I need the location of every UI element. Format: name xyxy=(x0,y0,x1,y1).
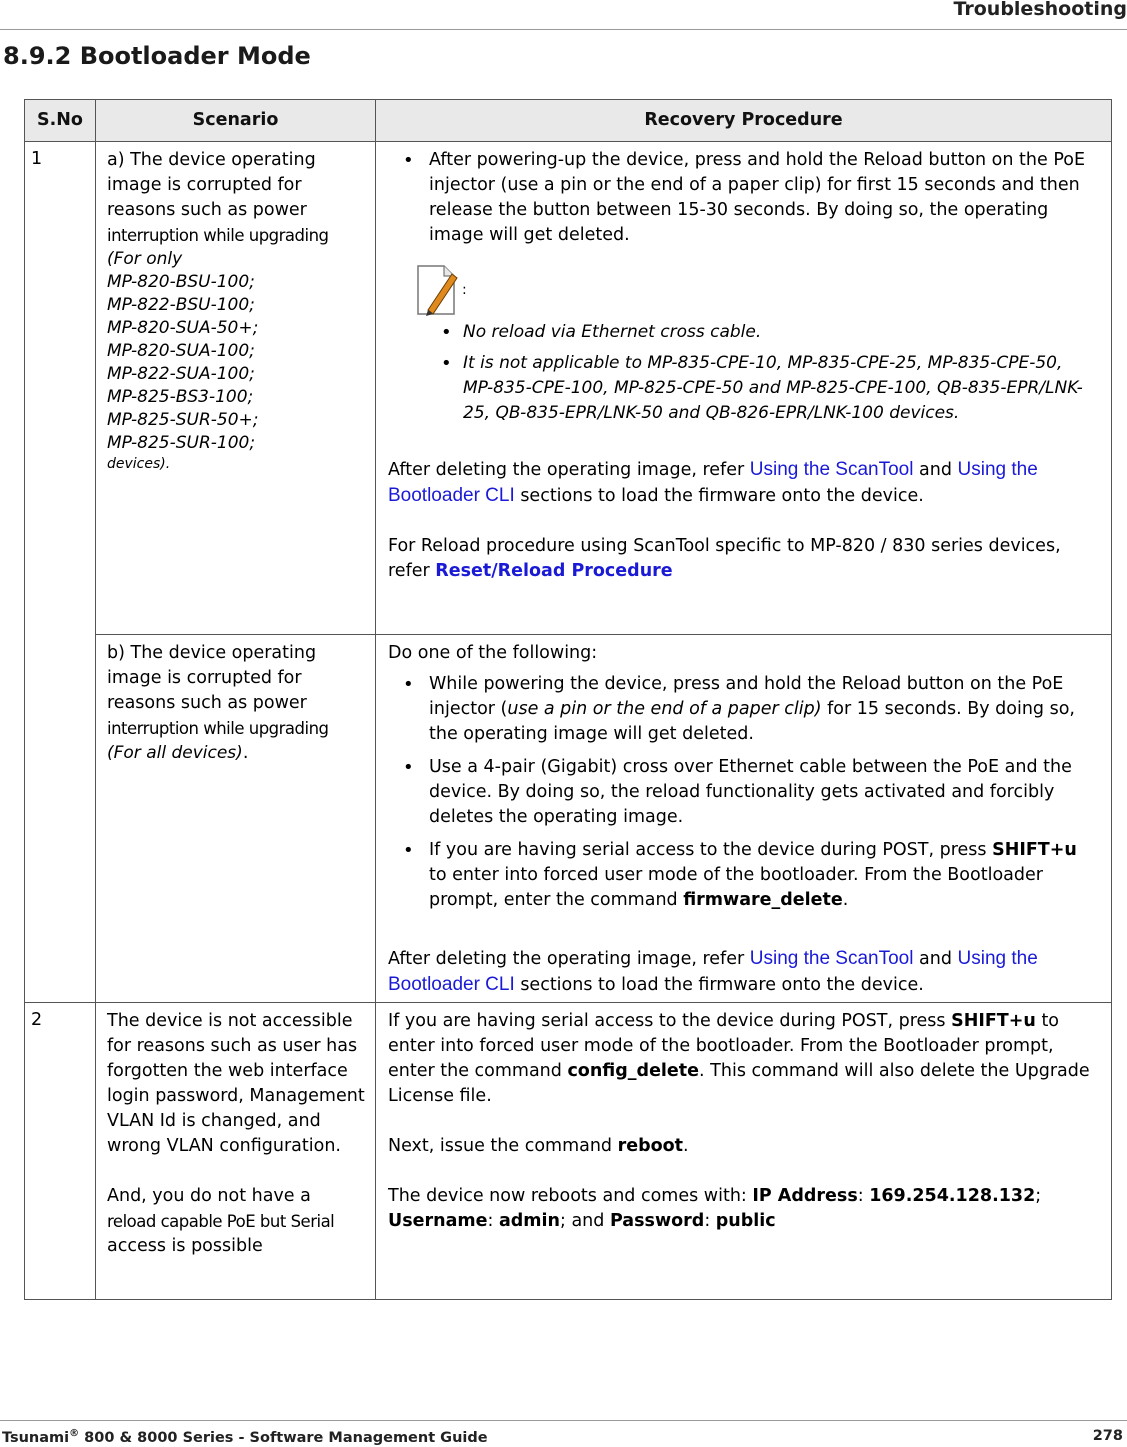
table-row xyxy=(25,1003,1112,1300)
running-footer xyxy=(0,1420,1127,1446)
note-block xyxy=(388,262,1097,320)
ip-address-value: 169.254.128.132 xyxy=(869,1186,1036,1206)
link-reset-reload-procedure[interactable]: Reset/Reload Procedure xyxy=(435,561,673,581)
link-using-scantool[interactable]: Using the ScanTool xyxy=(749,948,914,969)
row1a-model-list xyxy=(107,248,369,473)
after-suffix: sections to load the firmware onto the device. xyxy=(514,975,924,995)
footer-brand: Tsunami xyxy=(2,1429,70,1446)
row1b-scenario-tail: interruption while upgrading xyxy=(107,719,329,738)
and-text: and xyxy=(913,460,958,480)
row1a-bullets xyxy=(388,148,1097,248)
list-item xyxy=(388,838,1097,913)
header-scenario: Scenario xyxy=(96,100,376,142)
note-item: • It is not applicable to MP-835-CPE-10, MP-835-CPE-25, MP-835-CPE-50, MP-835-CPE-100, MP-825-CPE-50 and MP-825-CPE-100, QB-835-EPR/LNK-25, QB-835-EPR/LNK-50 and QB-826-EPR/LNK-100 devices. xyxy=(388,351,1097,426)
note-colon: : xyxy=(462,282,467,298)
row1a-scenario-text: a) The device operating image is corrupted for reasons such as power xyxy=(107,150,316,220)
row2-recovery-cell xyxy=(376,1003,1112,1300)
row2-scenario-post: access is possible xyxy=(107,1236,263,1256)
model-item: MP-822-BSU-100; xyxy=(107,295,255,315)
p3-text: The device now reboots and comes with: xyxy=(388,1186,753,1206)
link-using-scantool[interactable]: Using the ScanTool xyxy=(749,459,914,480)
row1b-after-paragraph xyxy=(388,946,1097,998)
model-item: MP-825-SUR-50+; xyxy=(107,410,259,430)
page-number: 278 xyxy=(1092,1428,1123,1444)
row1b-recovery-cell xyxy=(376,635,1112,1003)
bullet3-mid: to enter into forced user mode of the bootloader. From the Bootloader prompt, enter the command xyxy=(429,865,1043,910)
models-close: devices). xyxy=(107,456,171,472)
note-pencil-icon xyxy=(414,262,458,318)
row1a-scenario-cell xyxy=(96,142,376,635)
command-firmware-delete: firmware_delete xyxy=(683,890,843,910)
row1a-reload-paragraph xyxy=(388,534,1097,584)
row1a-notes xyxy=(388,320,1097,426)
command-reboot: reboot xyxy=(617,1136,684,1156)
footer-guide-title xyxy=(2,1428,488,1446)
row1b-scenario-text: b) The device operating image is corrupted for reasons such as power xyxy=(107,643,317,713)
table-row xyxy=(25,142,1112,635)
model-item: MP-820-SUA-50+; xyxy=(107,318,259,338)
key-shift-u: SHIFT+u xyxy=(951,1011,1036,1031)
p1-post: . This command will also delete the Upgrade License file. xyxy=(388,1061,1090,1106)
link-using-bootloader-cli[interactable]: Using the Bootloader CLI xyxy=(388,948,1038,995)
row2-paragraph-3: The device now reboots and comes with: IP Address: 169.254.128.132; Username: admin; and Password: public xyxy=(388,1186,1042,1231)
row2-scenario-text: The device is not accessible for reasons such as user has forgotten the web interface login password, Management VLAN Id is changed, and wrong VLAN configuration. xyxy=(107,1011,365,1156)
row2-sno: 2 xyxy=(25,1003,96,1300)
list-item xyxy=(388,672,1097,747)
reload-text: For Reload procedure using ScanTool specific to MP-820 / 830 series devices, refer xyxy=(388,536,1061,581)
and-text: and xyxy=(913,949,958,969)
password-value: public xyxy=(715,1211,776,1231)
list-item: • After powering-up the device, press and hold the Reload button on the PoE injector (use a pin or the end of a paper clip) for first 15 seconds and then release the button between 15-30 seconds. By doing so, the operating image will get deleted. xyxy=(388,148,1097,248)
row2-paragraph-1 xyxy=(388,1009,1097,1109)
footer-reg-mark: ® xyxy=(69,1428,80,1439)
model-item: MP-820-BSU-100; xyxy=(107,272,255,292)
p2-post: . xyxy=(683,1136,689,1156)
bullet1-italic: use a pin or the end of a paper clip) xyxy=(507,699,822,719)
row2-scenario-cell xyxy=(96,1003,376,1300)
key-shift-u: SHIFT+u xyxy=(992,840,1077,860)
row2-scenario-cond: reload capable PoE but Serial xyxy=(107,1212,335,1231)
p2-text: Next, issue the command xyxy=(388,1136,618,1156)
table-header-row xyxy=(25,100,1112,142)
model-item: MP-820-SUA-100; xyxy=(107,341,255,361)
model-item: MP-822-SUA-100; xyxy=(107,364,255,384)
list-item: • Use a 4-pair (Gigabit) cross over Ethernet cable between the PoE and the device. By doing so, the reload functionality gets activated and forcibly deletes the operating image. xyxy=(388,755,1097,830)
footer-guide: 800 & 8000 Series - Software Management Guide xyxy=(79,1429,488,1446)
row1b-scenario-cell xyxy=(96,635,376,1003)
after-text: After deleting the operating image, refer xyxy=(388,949,750,969)
row2-scenario-pre: And, you do not have a xyxy=(107,1186,311,1206)
row1b-intro: Do one of the following: xyxy=(388,643,598,663)
username-label: Username xyxy=(388,1211,488,1231)
bullet3-end: . xyxy=(842,890,849,910)
row1b-scenario-end: . xyxy=(242,743,249,763)
header-recovery: Recovery Procedure xyxy=(376,100,1112,142)
bullet1-post: for 15 seconds. By doing so, the operating image will get deleted. xyxy=(429,699,1075,744)
note-item: • No reload via Ethernet cross cable. xyxy=(388,320,1097,345)
bullet3-text: If you are having serial access to the device during POST, press xyxy=(429,840,993,860)
after-text: After deleting the operating image, refer xyxy=(388,460,750,480)
model-item: MP-825-SUR-100; xyxy=(107,433,256,453)
header-sno: S.No xyxy=(25,100,96,142)
bootloader-mode-table xyxy=(24,99,1112,1300)
models-open: (For only xyxy=(107,249,183,269)
command-config-delete: config_delete xyxy=(567,1061,700,1081)
p1-text: If you are having serial access to the device during POST, press xyxy=(388,1011,952,1031)
header-section-title: Troubleshooting xyxy=(953,0,1127,20)
bullet1-text: While powering the device, press and hold the Reload button on the PoE injector ( xyxy=(429,674,1064,719)
row1b-scenario-italic: (For all devices) xyxy=(107,743,243,763)
row1a-scenario-tail: interruption while upgrading xyxy=(107,226,329,245)
and-text: ; and xyxy=(560,1211,610,1231)
section-title: 8.9.2 Bootloader Mode xyxy=(3,42,311,70)
row1b-bullets xyxy=(388,672,1097,913)
row1-sno: 1 xyxy=(25,142,96,1003)
username-value: admin xyxy=(498,1211,560,1231)
model-item: MP-825-BS3-100; xyxy=(107,387,254,407)
running-header xyxy=(0,0,1127,30)
row2-paragraph-2 xyxy=(388,1134,1097,1159)
password-label: Password xyxy=(609,1211,705,1231)
ip-address-label: IP Address xyxy=(752,1186,858,1206)
row1a-after-paragraph xyxy=(388,457,1097,509)
link-using-bootloader-cli[interactable]: Using the Bootloader CLI xyxy=(388,459,1038,506)
row1a-recovery-cell xyxy=(376,142,1112,635)
table-row xyxy=(25,635,1112,1003)
p1-mid: to enter into forced user mode of the bootloader. From the Bootloader prompt, enter the command xyxy=(388,1011,1060,1081)
after-suffix: sections to load the firmware onto the device. xyxy=(514,486,924,506)
